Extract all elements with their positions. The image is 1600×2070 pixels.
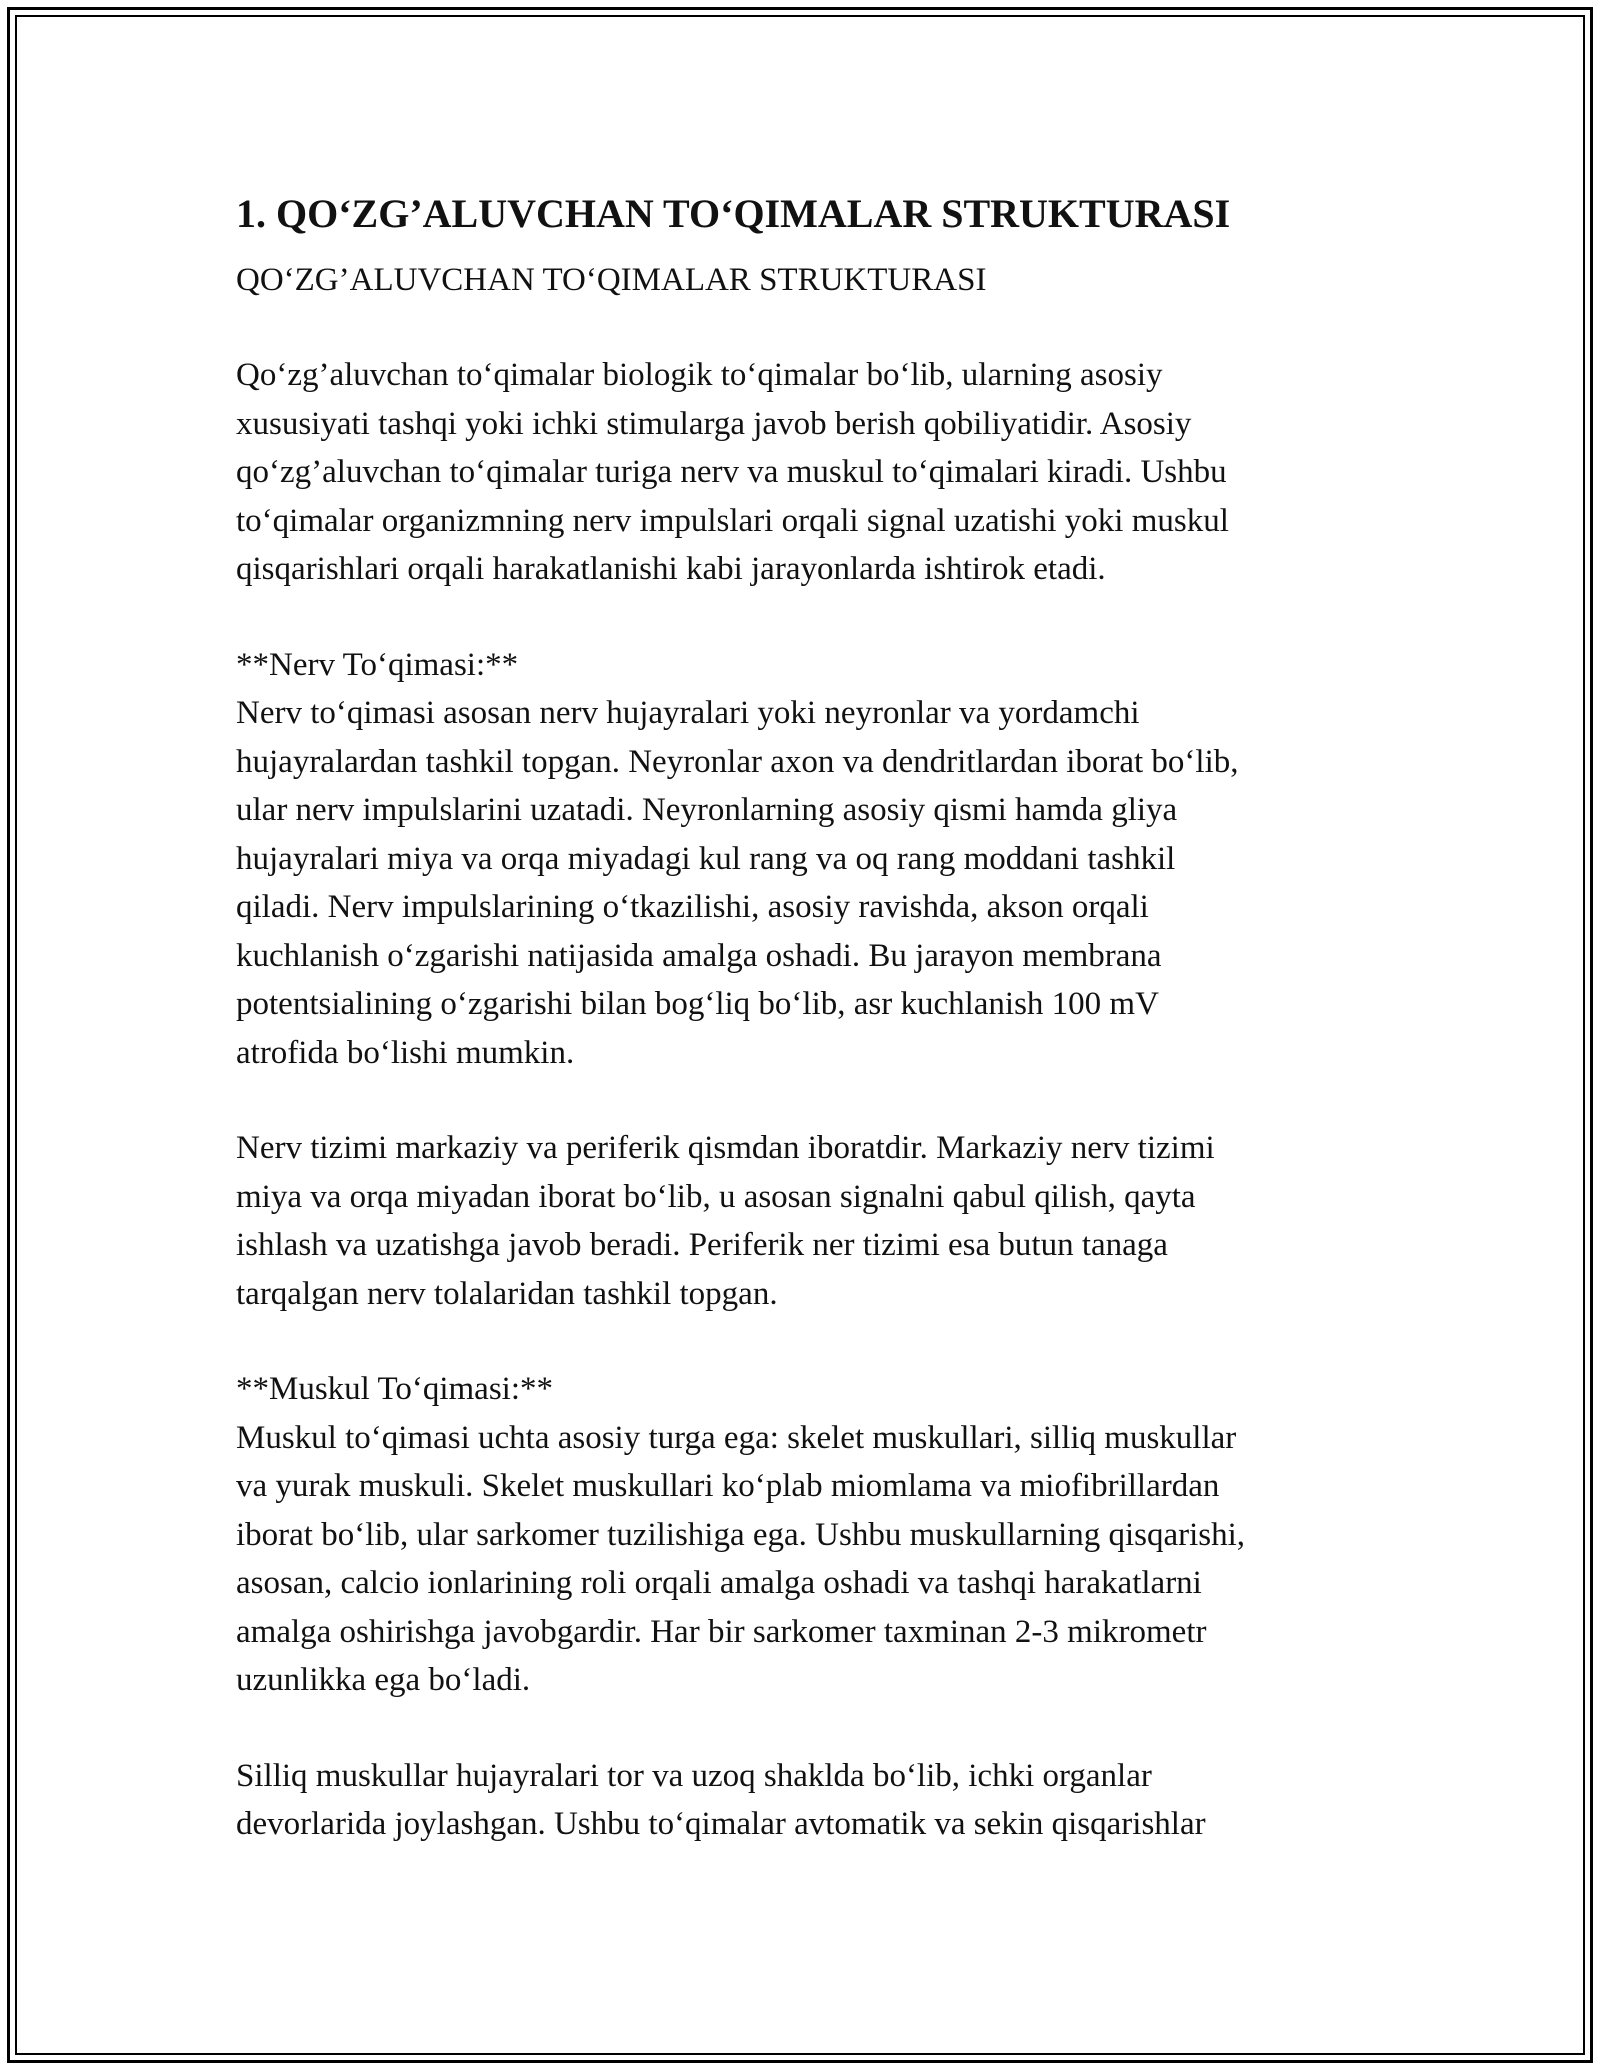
document-subtitle: QO‘ZG’ALUVCHAN TO‘QIMALAR STRUKTURASI <box>236 262 987 298</box>
muskul-paragraph-2: Silliq muskullar hujayralari tor va uzoq shakldа bo‘lib, ichki organlar devorlarida joylashgan. Ushbu to‘qimalar avtomatik va sekin qisqarishlar <box>236 1757 1206 1842</box>
nerv-paragraph-1: Nerv to‘qimasi asosan nerv hujayralari yoki neyronlar va yordamchi hujayralardan tashkil topgan. Neyronlar axon va dendritlardan iborat bo‘lib, ular nerv impulslarini uzatadi. Neyronlarning asosiy qismi hamda gliya hujayralari miya va orqa miyadagi kul rang va oq rang moddani tashkil qiladi. Nerv impulslarining o‘tkazilishi, asosiy ravishda, akson orqali kuchlanish o‘zgarishi natijasida amalga oshadi. Bu jarayon membrana potentsialining o‘zgarishi bilan bog‘liq bo‘lib, asr kuchlanish 100 mV atrofida bo‘lishi mumkin. <box>236 695 1239 1071</box>
muskul-section-heading: **Muskul To‘qimasi:** <box>236 1371 554 1407</box>
document-heading: 1. QO‘ZG’ALUVCHAN TO‘QIMALAR STRUKTURASI <box>236 191 1231 236</box>
document-page <box>236 182 1366 1849</box>
nerv-paragraph-2: Nerv tizimi markaziy va periferik qismdan iboratdir. Markaziy nerv tizimi miya va orqa miyadan iborat bo‘lib, u asosan signalni qabul qilish, qayta ishlash va uzatishga javob beradi. Periferik ner tizimi esa butun tanaga tarqalgan nerv tolalaridan tashkil topgan. <box>236 1130 1215 1312</box>
muskul-paragraph-1: Muskul to‘qimasi uchta asosiy turga ega: skelet muskullari, silliq muskullar va yurak muskuli. Skelet muskullari ko‘plab miomlama va miofibrillardan iborat bo‘lib, ular sarkomer tuzilishiga ega. Ushbu muskullarning qisqarishi, asosan, calcio ionlarining roli orqali amalga oshadi va tashqi harakatlarni amalga oshirishga javobgardir. Har bir sarkomer taxminan 2-3 mikrometr uzunlikka ega bo‘ladi. <box>236 1419 1246 1698</box>
nerv-section-heading: **Nerv To‘qimasi:** <box>236 646 519 683</box>
intro-paragraph: Qo‘zg’aluvchan to‘qimalar biologik to‘qimalar bo‘lib, ularning asosiy xususiyati tashqi yoki ichki stimularga javob berish qobiliyatidir. Asosiy qo‘zg’aluvchan to‘qimalar turiga nerv va muskul to‘qimalari kiradi. Ushbu to‘qimalar organizmning nerv impulslari orqali signal uzatishi yoki muskul qisqarishlari orqali harakatlanishi kabi jarayonlarda ishtirok etadi. <box>236 357 1229 587</box>
